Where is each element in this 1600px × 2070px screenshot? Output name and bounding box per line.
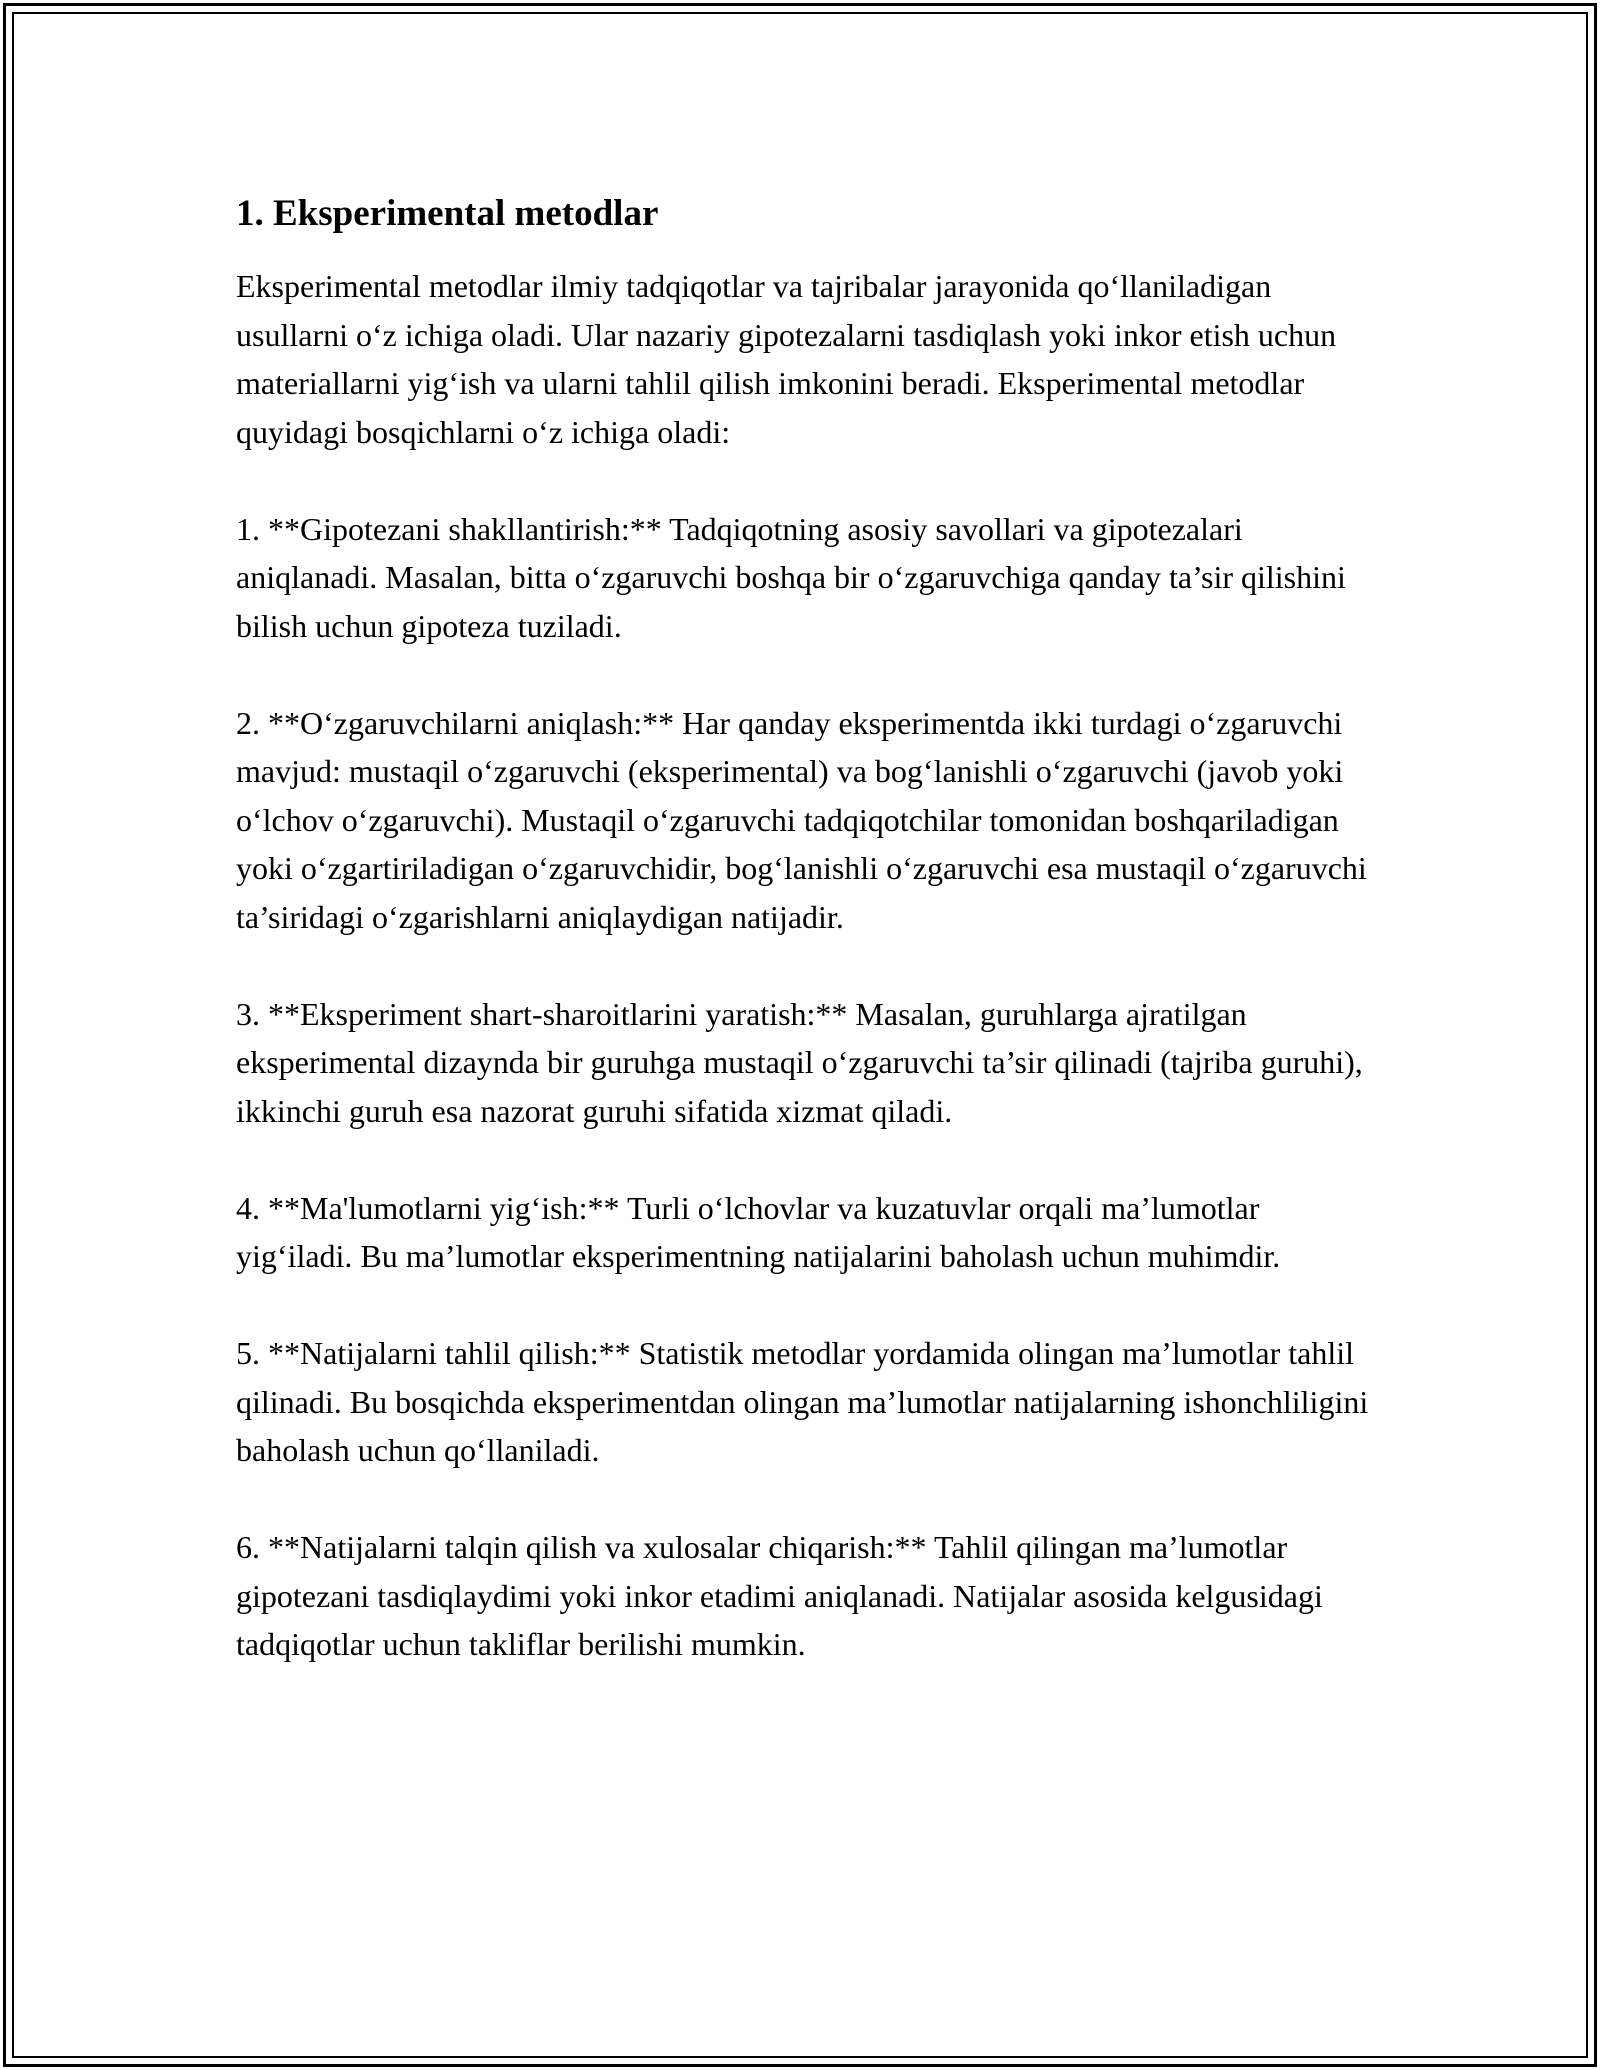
step-paragraph-3: 3. **Eksperiment shart-sharoitlarini yaratish:** Masalan, guruhlarga ajratilgan eksperimental dizaynda bir guruhga mustaqil o‘zgaruvchi ta’sir qilinadi (tajriba guruhi), ikkinchi guruh esa nazorat guruhi sifatida xizmat qiladi. xyxy=(236,995,1363,1129)
section-heading: 1. Eksperimental metodlar xyxy=(236,193,659,234)
step-paragraph-2: 2. **O‘zgaruvchilarni aniqlash:** Har qanday eksperimentda ikki turdagi o‘zgaruvchi mavjud: mustaqil o‘zgaruvchi (eksperimental) va bog‘lanishli o‘zgaruvchi (javob yoki o‘lchov o‘zgaruvchi). Mustaqil o‘zgaruvchi tadqiqotchilar tomonidan boshqariladigan yoki o‘zgartiriladigan o‘zgaruvchidir, bog‘lanishli o‘zgaruvchi esa mustaqil o‘zgaruvchi ta’siridagi o‘zgarishlarni aniqlaydigan natijadir. xyxy=(236,704,1367,935)
document-body xyxy=(236,188,1376,1717)
intro-paragraph: Eksperimental metodlar ilmiy tadqiqotlar va tajribalar jarayonida qo‘llaniladigan usullarni o‘z ichiga oladi. Ular nazariy gipotezalarni tasdiqlash yoki inkor etish uchun materiallarni yig‘ish va ularni tahlil qilish imkonini beradi. Eksperimental metodlar quyidagi bosqichlarni o‘z ichiga oladi: xyxy=(236,268,1337,450)
step-paragraph-4: 4. **Ma'lumotlarni yig‘ish:** Turli o‘lchovlar va kuzatuvlar orqali ma’lumotlar yig‘iladi. Bu ma’lumotlar eksperimentning natijalarini baholash uchun muhimdir. xyxy=(236,1189,1281,1274)
step-paragraph-6: 6. **Natijalarni talqin qilish va xulosalar chiqarish:** Tahlil qilingan ma’lumotlar gipotezani tasdiqlaydimi yoki inkor etadimi aniqlanadi. Natijalar asosida kelgusidagi tadqiqotlar uchun takliflar berilishi mumkin. xyxy=(236,1529,1323,1662)
step-paragraph-5: 5. **Natijalarni tahlil qilish:** Statistik metodlar yordamida olingan ma’lumotlar tahlil qilinadi. Bu bosqichda eksperimentdan olingan ma’lumotlar natijalarning ishonchliligini baholash uchun qo‘llaniladi. xyxy=(236,1335,1369,1468)
step-paragraph-1: 1. **Gipotezani shakllantirish:** Tadqiqotning asosiy savollari va gipotezalari aniqlanadi. Masalan, bitta o‘zgaruvchi boshqa bir o‘zgaruvchiga qanday ta’sir qilishini bilish uchun gipoteza tuziladi. xyxy=(236,510,1346,644)
